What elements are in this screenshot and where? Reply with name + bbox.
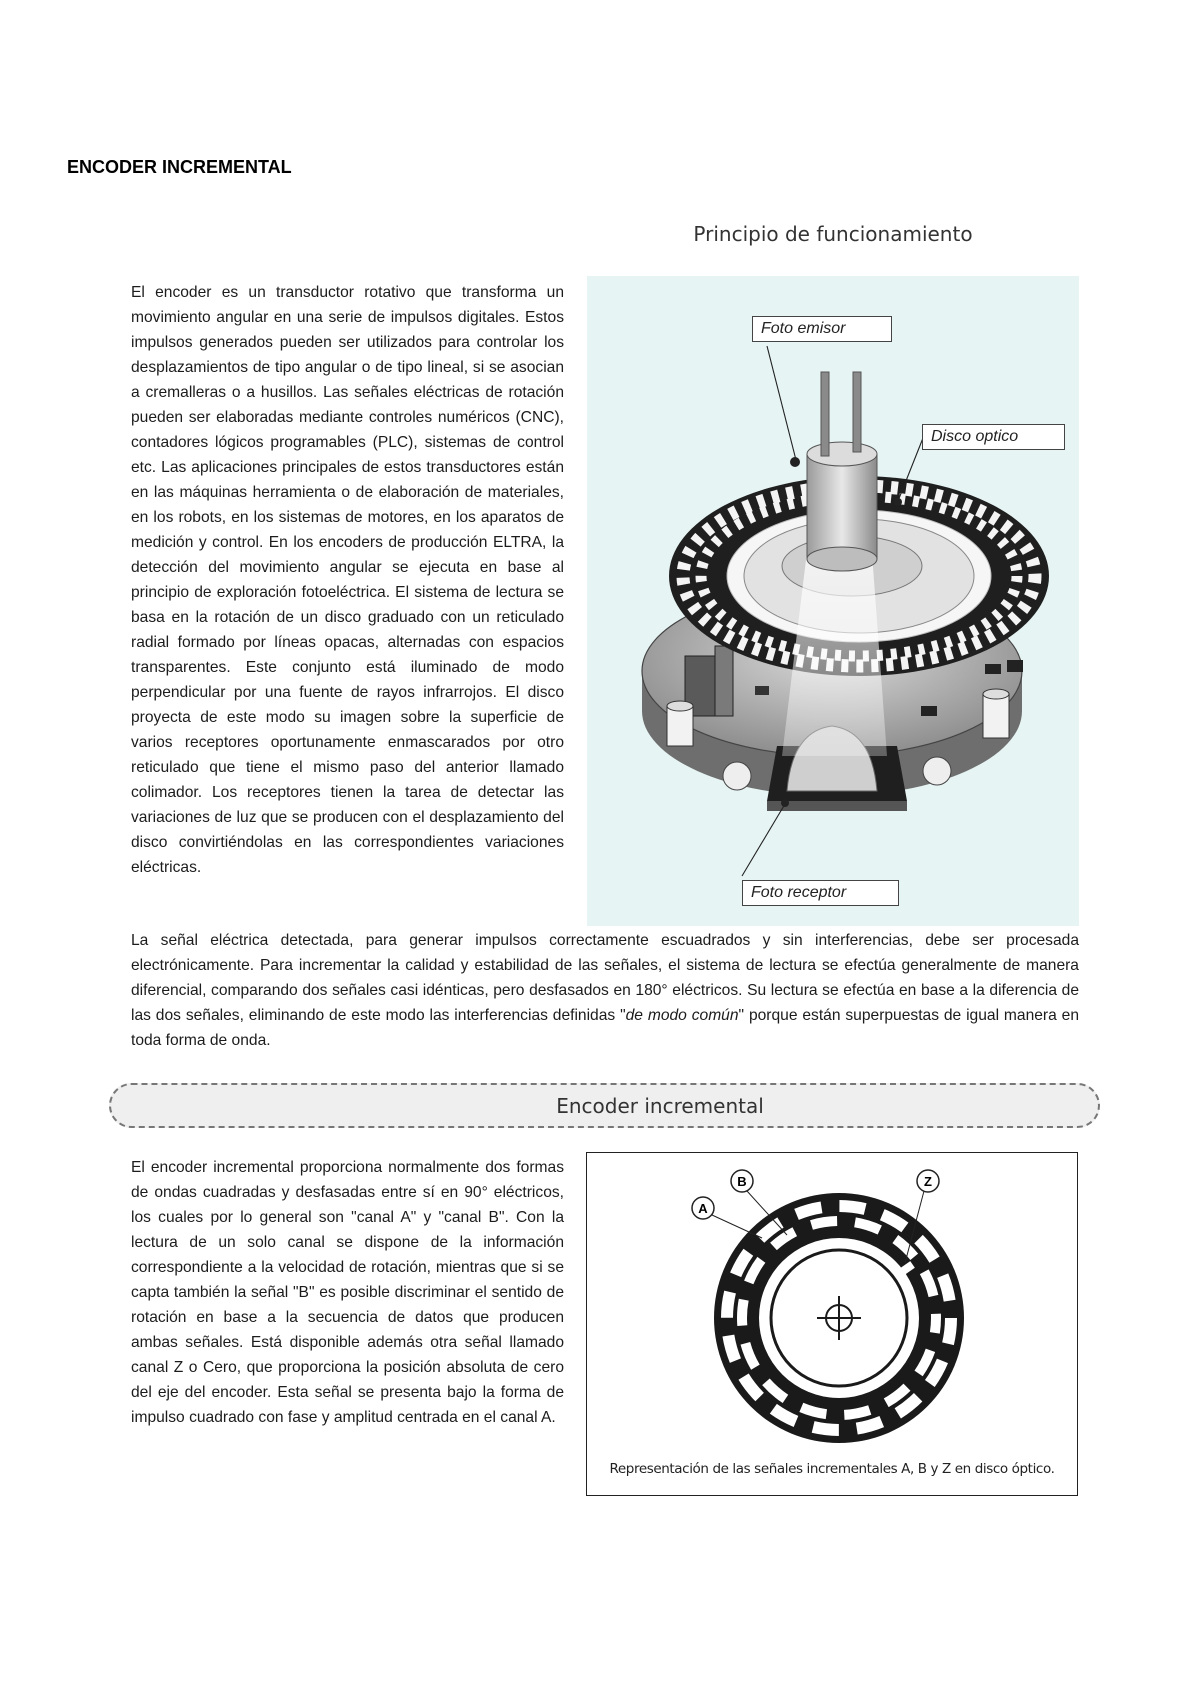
section-heading-incremental: Encoder incremental bbox=[556, 1094, 764, 1118]
smd-component bbox=[985, 664, 1001, 674]
photo-emitter bbox=[807, 454, 877, 559]
chip-component bbox=[715, 646, 733, 716]
label-photo-receiver: Foto receptor bbox=[742, 880, 899, 906]
incremental-disc-figure bbox=[586, 1152, 1078, 1496]
label-photo-emitter: Foto emisor bbox=[752, 316, 892, 342]
page-title: ENCODER INCREMENTAL bbox=[67, 157, 292, 177]
emphasis-common-mode: de modo común bbox=[625, 1007, 739, 1024]
encoder-illustration bbox=[587, 276, 1079, 926]
capacitor-right bbox=[983, 694, 1009, 738]
paragraph-text: La señal eléctrica detectada, para generar impulsos correctamente escuadrados y sin interferencias, debe ser procesada electrónicamente. Para incrementar la calidad y estabilidad de las señales, el sistema de lectura se efectúa generalmente de manera diferencial, comparando dos señales casi idénticas, pero desfasados en 180° eléctricos. Su lectura se efectúa en base a la diferencia de las dos señales, eliminando de este modo las interferencias definidas " bbox=[131, 932, 1079, 1024]
paragraph-text: " porque están superpuestas de igual manera en toda forma de onda. bbox=[131, 1007, 1079, 1049]
encoder-principle-figure bbox=[587, 276, 1079, 926]
smd-component bbox=[755, 686, 769, 695]
paragraph-signal-processing bbox=[131, 928, 1079, 1053]
label-optical-disc: Disco optico bbox=[922, 424, 1065, 450]
emitter-lead bbox=[853, 372, 861, 452]
paragraph-principle: El encoder es un transductor rotativo que transforma un movimiento angular en una serie de impulsos digitales. Estos impulsos generados pueden ser utilizados para controlar los desplazamientos de tipo angular o de tipo lineal, si se asocian a cremalleras o a husillos. Las señales eléctricas de rotación pueden ser elaboradas mediante controles numéricos (CNC), contadores lógicos programables (PLC), sistemas de control etc. Las aplicaciones principales de estos transductores están en las máquinas herramienta o de elaboración de materiales, en los robots, en los sistemas de motores, en los aparatos de medición y control. En los encoders de producción ELTRA, la detección del movimiento angular se ejecuta en base al principio de exploración fotoeléctrica. El sistema de lectura se basa en la rotación de un disco graduado con un reticulado radial formado por líneas opacas, alternadas con espacios transparentes. Este conjunto está iluminado de modo perpendicular por una fuente de rayos infrarrojos. El disco proyecta de este modo su imagen sobre la superficie de varios receptores oportunamente enmascarados por otro reticulado que tiene el mismo paso del anterior llamado colimador. Los receptores tienen la tarea de detectar las variaciones de luz que se producen con el desplazamiento del disco convirtiéndolas en las correspondientes variaciones eléctricas. bbox=[131, 284, 564, 876]
leader-receiver bbox=[742, 804, 785, 876]
section-heading-principle: Principio de funcionamiento bbox=[693, 222, 973, 246]
label-a: A bbox=[698, 1201, 708, 1216]
trimmer-right bbox=[923, 757, 951, 785]
emitter-lead bbox=[821, 372, 829, 456]
label-z: Z bbox=[924, 1174, 932, 1189]
leader-emitter bbox=[767, 346, 796, 460]
trimmer-left bbox=[723, 762, 751, 790]
capacitor-left bbox=[667, 706, 693, 746]
incremental-disc-diagram bbox=[587, 1153, 1077, 1453]
smd-component bbox=[1007, 660, 1023, 672]
label-b: B bbox=[737, 1174, 747, 1189]
smd-component bbox=[921, 706, 937, 716]
paragraph-incremental: El encoder incremental proporciona normalmente dos formas de ondas cuadradas y desfasadas entre sí en 90° eléctricos, los cuales por lo general son "canal A" y "canal B". Con la lectura de un solo canal se dispone de la información correspondiente a la velocidad de rotación, mientras que si se capta también la señal "B" es posible discriminar el sentido de rotación en base a la secuencia de datos que producen ambas señales. Está disponible además otra señal llamado canal Z o Cero, que proporciona la posición absoluta de cero del eje del encoder. Esta señal se presenta bajo la forma de impulso cuadrado con fase y amplitud centrada en el canal A. bbox=[131, 1159, 564, 1426]
figure-caption: Representación de las señales incrementales A, B y Z en disco óptico. bbox=[609, 1461, 1055, 1477]
